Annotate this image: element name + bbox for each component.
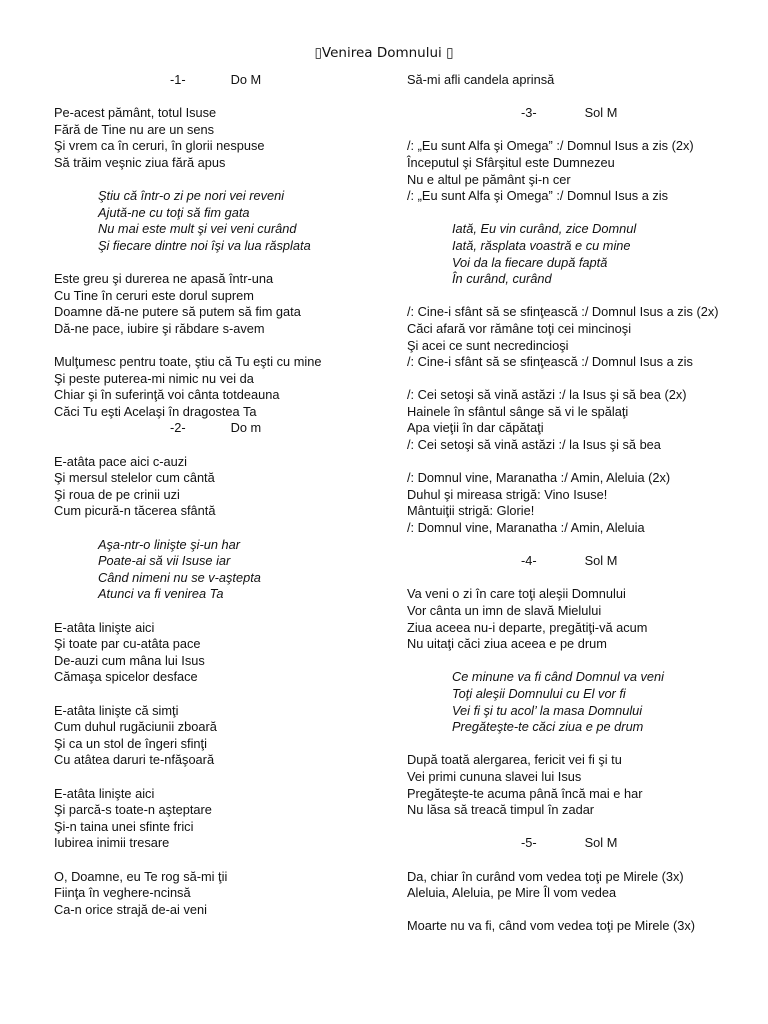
lyric-line: Fără de Tine nu are un sens xyxy=(54,121,215,137)
blank-line xyxy=(54,769,384,786)
lyric-line: Vor cânta un imn de slavă Mielului xyxy=(407,603,602,618)
lyric-line: Iată, răsplata voastră e cu mine xyxy=(452,237,631,253)
lyric-line: Şi acei ce sunt necredincioşi xyxy=(407,337,569,353)
refrain xyxy=(54,188,384,254)
stanza xyxy=(407,869,747,902)
document-title: ▯Venirea Domnului ▯ xyxy=(314,45,454,61)
blank-line xyxy=(54,172,384,189)
blank-line xyxy=(407,902,747,919)
section-header xyxy=(407,105,747,122)
section-header xyxy=(54,72,384,89)
section-key: Do m xyxy=(230,420,262,436)
left-column xyxy=(54,72,384,918)
lyric-line: Dă-ne pace, iubire şi răbdare s-avem xyxy=(54,320,265,336)
stanza xyxy=(407,138,747,204)
lyric-line: /: Cine-i sfânt să se sfinţească :/ Domnul Isus a zis (2x) xyxy=(407,304,719,320)
lyric-line: Nu e altul pe pământ şi-n cer xyxy=(407,171,571,187)
lyric-line: /: Cine-i sfânt să se sfinţească :/ Domnul Isus a zis xyxy=(407,354,693,370)
lyric-line: Hainele în sfântul sânge să vi le spălaţi xyxy=(407,403,629,419)
lyric-line: Nu lăsa să treacă timpul în zadar xyxy=(407,802,595,818)
lyric-line: Pe-acest pământ, totul Isuse xyxy=(54,105,217,121)
lyric-line: Şi toate par cu-atâta pace xyxy=(54,636,201,652)
blank-line xyxy=(54,686,384,703)
blank-line xyxy=(54,89,384,106)
lyric-line: Aşa-ntr-o linişte şi-un har xyxy=(98,536,241,552)
lyric-line: Ca-n orice strajă de-ai veni xyxy=(54,901,207,917)
lyric-line: Şi roua de pe crinii uzi xyxy=(54,486,180,502)
blank-line xyxy=(407,122,747,139)
lyric-line: Când nimeni nu se v-aştepta xyxy=(98,569,261,585)
stanza xyxy=(407,752,747,818)
lyric-line: Vei fi şi tu acol’ la masa Domnului xyxy=(452,702,643,718)
lyric-line: Cămaşa spicelor desface xyxy=(54,669,198,685)
stanza xyxy=(54,105,384,171)
lyric-line: Pregăteşte-te căci ziua e pe drum xyxy=(452,719,644,735)
section-number: -4- xyxy=(521,553,537,569)
lyric-line: Pregăteşte-te acuma până încă mai e har xyxy=(407,785,643,801)
lyric-line: Duhul şi mireasa strigă: Vino Isuse! xyxy=(407,486,608,502)
section-number: -2- xyxy=(170,420,186,436)
lyric-line: Căci afară vor rămâne toţi cei mincinoşi xyxy=(407,320,632,336)
section-header xyxy=(54,420,384,437)
lyric-line: Şi vrem ca în ceruri, în glorii nespuse xyxy=(54,138,265,154)
blank-line xyxy=(407,89,747,106)
lyric-line: De-auzi cum mâna lui Isus xyxy=(54,652,205,668)
lyric-line: Căci Tu eşti Acelaşi în dragostea Ta xyxy=(54,403,257,419)
lyric-line: Cum picură-n tăcerea sfântă xyxy=(54,503,216,519)
lyric-line: Toţi aleşii Domnului cu El vor fi xyxy=(452,685,626,701)
lyric-line: Aleluia, Aleluia, pe Mire Îl vom vedea xyxy=(407,885,617,901)
lyric-line: /: Cei setoşi să vină astăzi :/ la Isus şi să bea (2x) xyxy=(407,387,687,403)
lyric-line: Nu uitaţi căci ziua aceea e pe drum xyxy=(407,636,607,652)
lyric-line: Şi ca un stol de îngeri sfinţi xyxy=(54,735,207,751)
blank-line xyxy=(54,338,384,355)
lyric-line: Iată, Eu vin curând, zice Domnul xyxy=(452,221,637,237)
blank-line xyxy=(54,520,384,537)
stanza xyxy=(407,586,747,652)
lyric-line: E-atâta pace aici c-auzi xyxy=(54,453,188,469)
blank-line xyxy=(407,454,747,471)
blank-line xyxy=(54,437,384,454)
lyric-line: Mulţumesc pentru toate, ştiu că Tu eşti cu mine xyxy=(54,354,322,370)
refrain xyxy=(407,669,747,735)
stanza xyxy=(407,72,747,89)
lyric-line: În curând, curând xyxy=(452,271,552,287)
lyric-line: /: Domnul vine, Maranatha :/ Amin, Aleluia (2x) xyxy=(407,470,671,486)
blank-line xyxy=(54,603,384,620)
lyric-line: Mântuiţii strigă: Glorie! xyxy=(407,503,535,519)
stanza xyxy=(407,387,747,453)
blank-line xyxy=(407,205,747,222)
stanza xyxy=(54,454,384,520)
stanza xyxy=(54,786,384,852)
lyric-line: Cu Tine în ceruri este dorul suprem xyxy=(54,287,254,303)
right-column xyxy=(407,72,747,935)
lyric-line: Iubirea inimii tresare xyxy=(54,835,170,851)
lyric-line: Da, chiar în curând vom vedea toţi pe Mirele (3x) xyxy=(407,868,684,884)
lyric-line: Este greu şi durerea ne apasă într-una xyxy=(54,271,274,287)
lyric-line: Va veni o zi în care toţi aleşii Domnului xyxy=(407,586,626,602)
blank-line xyxy=(407,570,747,587)
stanza xyxy=(407,304,747,370)
blank-line xyxy=(54,852,384,869)
stanza xyxy=(54,869,384,919)
lyric-line: Ajută-ne cu toţi să fim gata xyxy=(98,204,250,220)
blank-line xyxy=(407,371,747,388)
lyric-line: Ce minune va fi când Domnul va veni xyxy=(452,669,664,685)
stanza xyxy=(54,620,384,686)
blank-line xyxy=(407,288,747,305)
lyric-line: Cum duhul rugăciunii zboară xyxy=(54,719,217,735)
lyric-line: Începutul şi Sfârşitul este Dumnezeu xyxy=(407,154,615,170)
lyric-line: E-atâta linişte că simţi xyxy=(54,702,179,718)
section-key: Sol M xyxy=(584,835,618,851)
lyric-line: Şi mersul stelelor cum cântă xyxy=(54,470,215,486)
section-key: Sol M xyxy=(584,105,618,121)
lyric-line: E-atâta linişte aici xyxy=(54,619,155,635)
lyric-line: Nu mai este mult şi vei veni curând xyxy=(98,221,297,237)
section-key: Do M xyxy=(230,72,262,87)
stanza xyxy=(407,470,747,536)
lyric-line: Fiinţa în veghere-ncinsă xyxy=(54,885,191,901)
section-number: -1- xyxy=(170,72,186,87)
lyric-line: Atunci va fi venirea Ta xyxy=(98,586,224,602)
blank-line xyxy=(407,537,747,554)
section-number: -3- xyxy=(521,105,537,121)
lyric-line: E-atâta linişte aici xyxy=(54,785,155,801)
section-number: -5- xyxy=(521,835,537,851)
lyric-line: Cu atâtea daruri te-nfăşoară xyxy=(54,752,215,768)
stanza xyxy=(407,918,747,935)
lyric-line: Moarte nu va fi, când vom vedea toţi pe Mirele (3x) xyxy=(407,918,696,934)
lyric-line: /: „Eu sunt Alfa şi Omega” :/ Domnul Isus a zis (2x) xyxy=(407,138,694,154)
lyric-line: Să-mi afli candela aprinsă xyxy=(407,72,555,87)
blank-line xyxy=(407,736,747,753)
section-key: Sol M xyxy=(584,553,618,569)
lyric-line: Apa vieţii în dar căpătaţi xyxy=(407,420,544,436)
stanza xyxy=(54,703,384,769)
lyric-line: Şi-n taina unei sfinte frici xyxy=(54,818,194,834)
stanza xyxy=(54,271,384,337)
blank-line xyxy=(407,819,747,836)
lyric-line: /: Domnul vine, Maranatha :/ Amin, Aleluia xyxy=(407,520,645,536)
lyric-line: Voi da la fiecare după faptă xyxy=(452,254,608,270)
lyric-line: O, Doamne, eu Te rog să-mi ţii xyxy=(54,868,228,884)
lyric-line: Vei primi cununa slavei lui Isus xyxy=(407,768,582,784)
lyric-line: Doamne dă-ne putere să putem să fim gata xyxy=(54,304,301,320)
refrain xyxy=(54,537,384,603)
lyric-line: Chiar şi în suferinţă voi cânta totdeauna xyxy=(54,387,280,403)
lyric-line: Poate-ai să vii Isuse iar xyxy=(98,553,231,569)
lyric-line: Şi fiecare dintre noi îşi va lua răsplata xyxy=(98,237,311,253)
stanza xyxy=(54,354,384,420)
lyric-line: Şi parcă-s toate-n aşteptare xyxy=(54,802,212,818)
blank-line xyxy=(407,852,747,869)
section-header xyxy=(407,835,747,852)
section-header xyxy=(407,553,747,570)
lyric-line: /: „Eu sunt Alfa şi Omega” :/ Domnul Isus a zis xyxy=(407,188,669,204)
lyric-line: Şi peste puterea-mi nimic nu vei da xyxy=(54,370,254,386)
lyric-line: Ştiu că într-o zi pe nori vei reveni xyxy=(98,188,285,204)
lyric-line: /: Cei setoşi să vină astăzi :/ la Isus şi să bea xyxy=(407,437,661,453)
lyric-line: Să trăim veşnic ziua fără apus xyxy=(54,154,226,170)
lyric-line: Ziua aceea nu-i departe, pregătiţi-vă acum xyxy=(407,619,648,635)
refrain xyxy=(407,221,747,287)
blank-line xyxy=(407,653,747,670)
lyric-line: După toată alergarea, fericit vei fi şi tu xyxy=(407,752,622,768)
blank-line xyxy=(54,255,384,272)
